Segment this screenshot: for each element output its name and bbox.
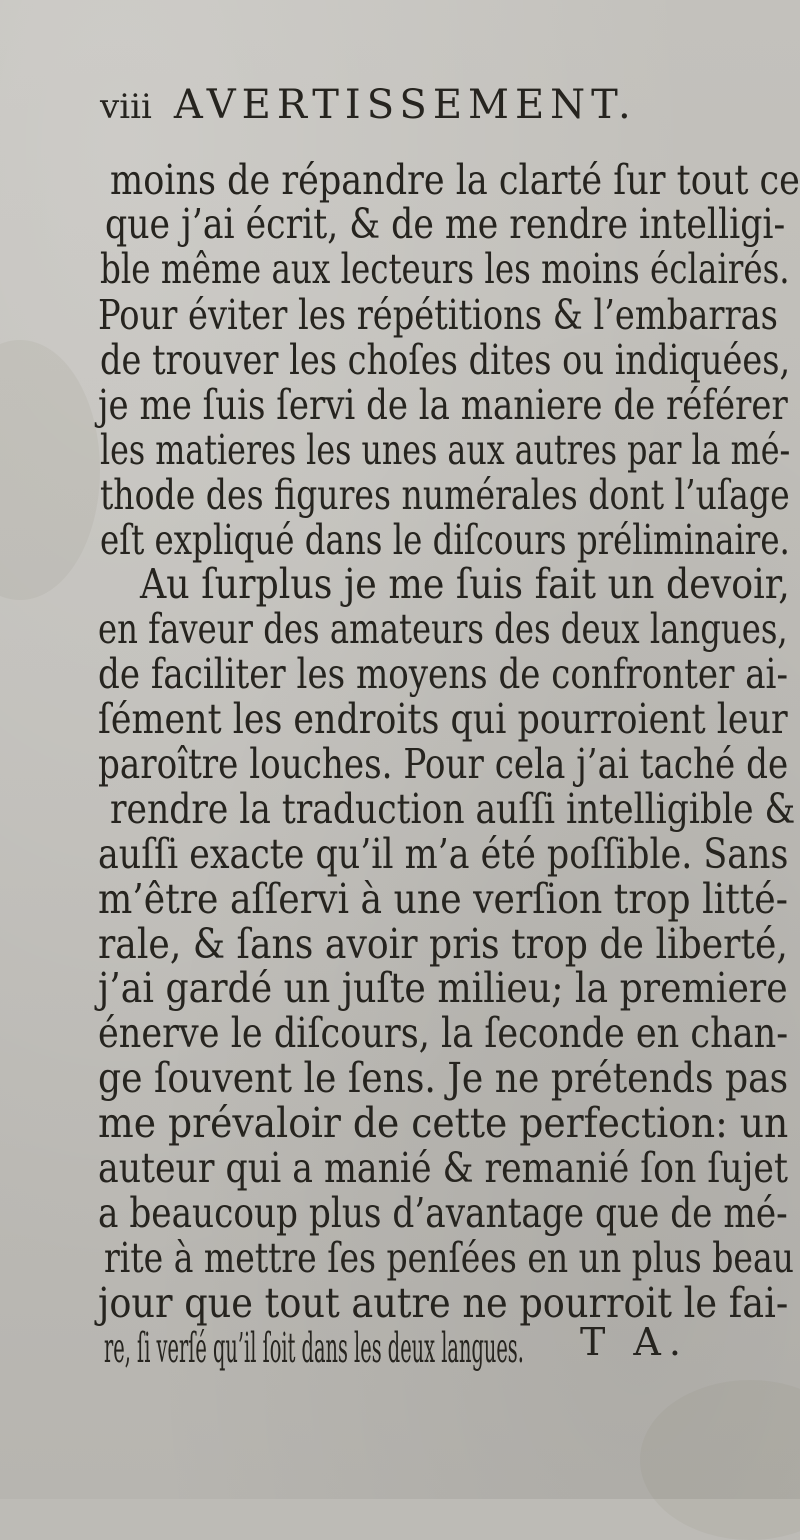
text-line: m’être aſſervi à une verſion trop litté- (98, 875, 788, 923)
text-line: re, ſi verſé qu’il ſoit dans les deux langues. (104, 1324, 524, 1372)
text-line: rite à mettre ſes penſées en un plus beau (104, 1234, 794, 1282)
text-line: me prévaloir de cette perfection: un (98, 1099, 789, 1147)
text-line: eſt expliqué dans le diſcours préliminaire. (100, 516, 790, 564)
text-line: de faciliter les moyens de confronter ai- (98, 650, 788, 698)
text-line: énerve le diſcours, la ſeconde en chan- (98, 1009, 789, 1057)
text-line: jour que tout autre ne pourroit le fai- (98, 1279, 789, 1327)
text-line: thode des figures numérales dont l’uſage (100, 471, 790, 519)
text-line: les matieres les unes aux autres par la mé- (100, 426, 791, 474)
text-line: a beaucoup plus d’avantage que de mé- (98, 1189, 788, 1237)
text-line: rale, & ſans avoir pris trop de liberté, (98, 920, 788, 968)
signature: T A. (580, 1320, 689, 1364)
page-header (100, 82, 637, 128)
text-line: de trouver les choſes dites ou indiquées, (100, 336, 791, 384)
text-line: paroître louches. Pour cela j’ai taché de (98, 740, 789, 788)
text-line: rendre la traduction auſſi intelligible & (110, 785, 796, 833)
paper-stain (0, 340, 100, 600)
text-line: que j’ai écrit, & de me rendre intelligi- (105, 200, 786, 248)
text-line: auteur qui a manié & remanié ſon ſujet (98, 1144, 788, 1192)
text-line: Au ſurplus je me ſuis fait un devoir, (140, 560, 790, 608)
running-title: AVERTISSEMENT. (173, 82, 637, 128)
text-line: auſſi exacte qu’il m’a été poſſible. Sans (98, 830, 789, 878)
page-number: viii (100, 87, 152, 127)
text-line: ſément les endroits qui pourroient leur (98, 695, 788, 743)
text-line: Pour éviter les répétitions & l’embarras (98, 291, 778, 339)
text-line: moins de répandre la clarté ſur tout ce (110, 156, 800, 204)
text-line: ge ſouvent le ſens. Je ne prétends pas (98, 1054, 789, 1102)
text-line: j’ai gardé un juſte milieu; la premiere (98, 964, 788, 1012)
text-line: ble même aux lecteurs les moins éclairés. (100, 245, 790, 293)
text-line: en faveur des amateurs des deux langues, (98, 605, 788, 653)
paper-stain (640, 1380, 800, 1540)
text-line: je me ſuis ſervi de la maniere de référer (98, 381, 788, 429)
